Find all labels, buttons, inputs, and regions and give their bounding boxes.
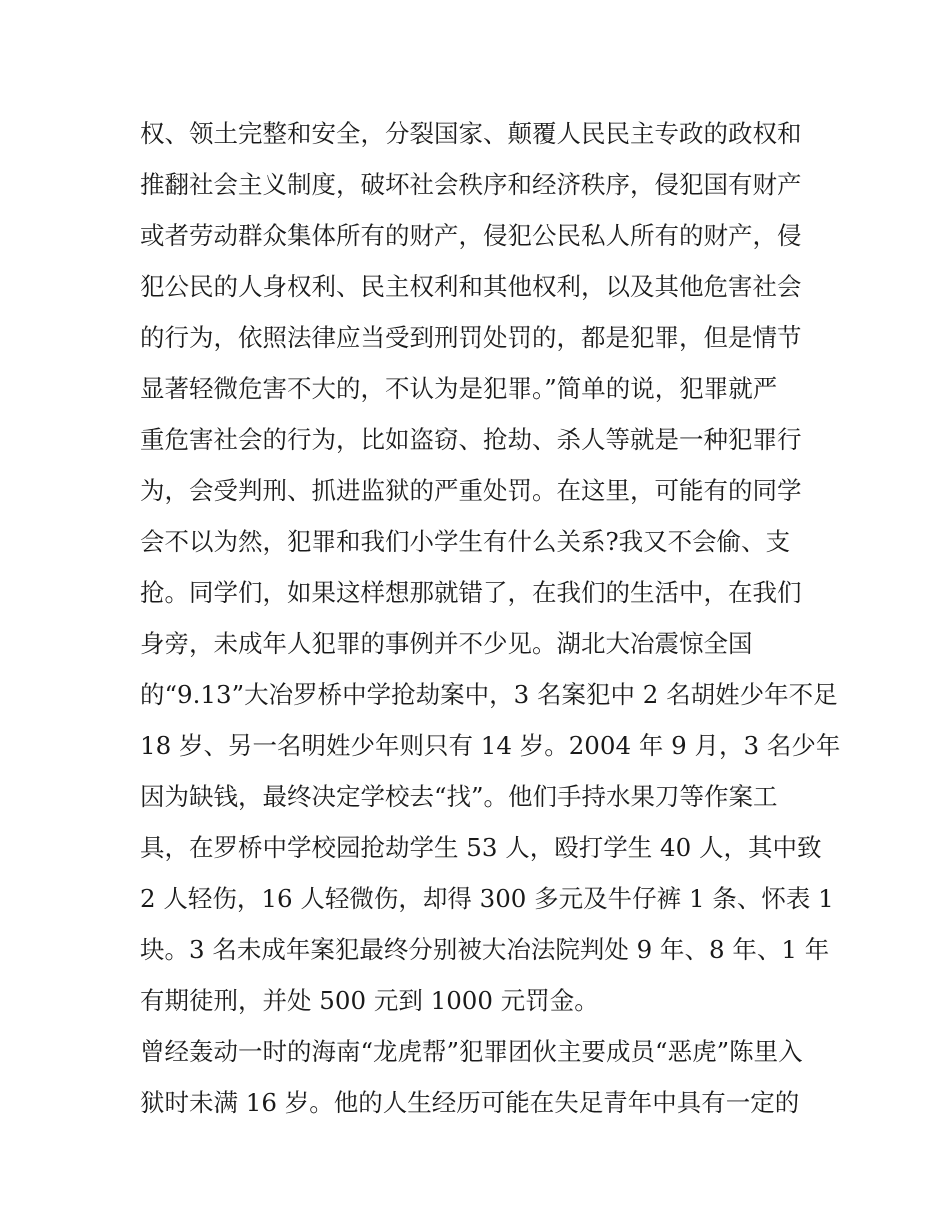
text-line: 具，在罗桥中学校园抢劫学生 53 人，殴打学生 40 人，其中致 — [140, 833, 822, 862]
text-line: 18 岁、另一名明姓少年则只有 14 岁。2004 年 9 月，3 名少年 — [140, 731, 841, 760]
text-line: 犯公民的人身权利、民主权利和其他权利，以及其他危害社会 — [140, 272, 802, 301]
text-line: 的行为，依照法律应当受到刑罚处罚的，都是犯罪，但是情节 — [140, 323, 802, 352]
text-line: 显著轻微危害不大的，不认为是犯罪。”简单的说，犯罪就严 — [140, 374, 778, 403]
text-line: 曾经轰动一时的海南“龙虎帮”犯罪团伙主要成员“恶虎”陈里入 — [140, 1037, 803, 1066]
text-line: 或者劳动群众集体所有的财产，侵犯公民私人所有的财产，侵 — [140, 221, 802, 250]
text-line: 权、领土完整和安全，分裂国家、颠覆人民民主专政的政权和 — [140, 119, 802, 148]
text-line: 狱时未满 16 岁。他的人生经历可能在失足青年中具有一定的 — [140, 1088, 800, 1117]
text-line: 会不以为然，犯罪和我们小学生有什么关系?我又不会偷、支 — [140, 527, 791, 556]
text-line: 因为缺钱，最终决定学校去“找”。他们手持水果刀等作案工 — [140, 782, 778, 811]
text-line: 身旁，未成年人犯罪的事例并不少见。湖北大冶震惊全国 — [140, 629, 753, 658]
text-line: 重危害社会的行为，比如盗窃、抢劫、杀人等就是一种犯罪行 — [140, 425, 802, 454]
text-line: 有期徒刑，并处 500 元到 1000 元罚金。 — [140, 986, 599, 1015]
body-text — [140, 108, 841, 1128]
text-line: 2 人轻伤，16 人轻微伤，却得 300 多元及牛仔裤 1 条、怀表 1 — [140, 884, 834, 913]
text-line: 推翻社会主义制度，破坏社会秩序和经济秩序，侵犯国有财产 — [140, 170, 802, 199]
text-line: 的“9.13”大冶罗桥中学抢劫案中，3 名案犯中 2 名胡姓少年不足 — [140, 680, 838, 709]
text-line: 为，会受判刑、抓进监狱的严重处罚。在这里，可能有的同学 — [140, 476, 802, 505]
text-line: 抢。同学们，如果这样想那就错了，在我们的生活中，在我们 — [140, 578, 802, 607]
text-line: 块。3 名未成年案犯最终分别被大冶法院判处 9 年、8 年、1 年 — [140, 935, 830, 964]
